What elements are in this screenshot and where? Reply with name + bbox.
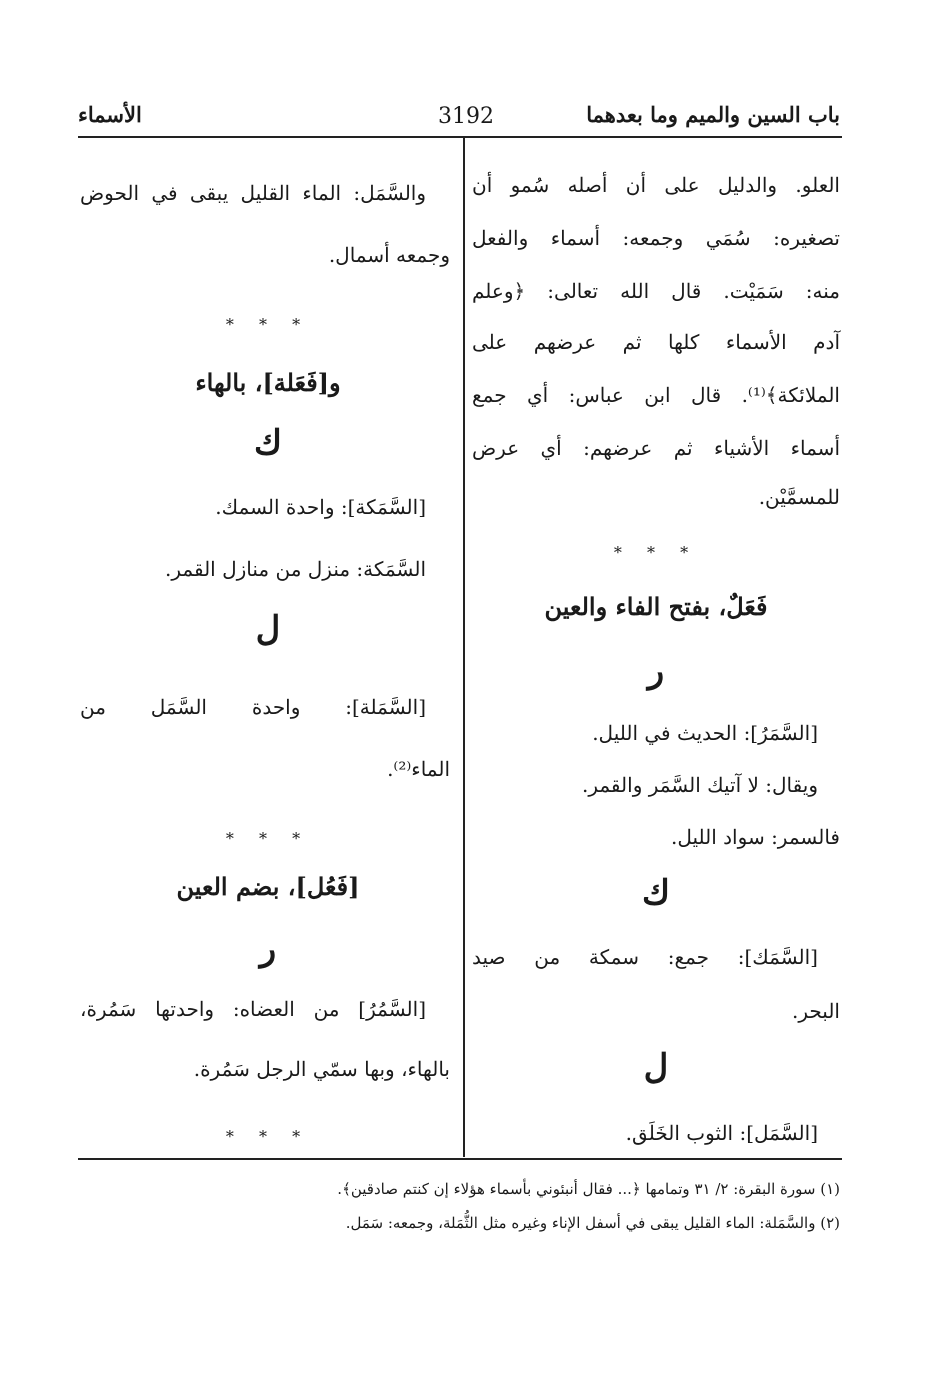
entry-line: الماء⁽²⁾. (387, 757, 450, 781)
entry-line: والسَّمَل: الماء القليل يبقى في الحوض (80, 181, 426, 205)
root-letter: ر (647, 651, 665, 691)
section-heading: و[فَعَلة]، بالهاء (195, 368, 341, 397)
entry-line: [السَّمُرُ] من العضاه: واحدتها سَمُرة، (80, 997, 426, 1021)
chapter-title: باب السين والميم وما بعدهما (586, 102, 840, 127)
root-letter: ر (259, 929, 277, 969)
root-letter: ك (641, 873, 671, 913)
section-heading: فَعَلٌ، بفتح الفاء والعين (544, 592, 768, 621)
text-line: آدم الأسماء كلها ثم عرضهم على (472, 330, 840, 354)
section-separator: * * * (225, 1127, 311, 1146)
entry-line: فالسمر: سواد الليل. (670, 825, 840, 849)
text-line: للمسمَّيْن. (758, 485, 840, 509)
page-header (78, 102, 840, 134)
entry-line: [السَّمَك]: جمع: سمكة من صيد (472, 945, 818, 969)
text-line: تصغيره: سُمَي وجمعه: أسماء والفعل (472, 226, 840, 250)
section-separator: * * * (225, 315, 311, 334)
text-line: الملائكة﴾⁽¹⁾. قال ابن عباس: أي جمع (472, 383, 840, 407)
column-divider (463, 137, 465, 1157)
text-line: العلو. والدليل على أن أصله سُمو أن (472, 173, 840, 197)
page-number: 3192 (438, 104, 494, 129)
footnote-rule (78, 1158, 842, 1160)
footnote: (١) سورة البقرة: ٢/ ٣١ وتمامها ﴿... فقال أنبئوني بأسماء هؤلاء إن كنتم صادقين﴾. (337, 1180, 840, 1198)
entry-line: [السَّمَرُ]: الحديث في الليل. (592, 721, 818, 745)
section-title: الأسماء (78, 102, 142, 127)
text-line: أسماء الأشياء ثم عرضهم: أي عرض (472, 436, 840, 460)
entry-line: بالهاء، وبها سمّي الرجل سَمُرة. (193, 1057, 450, 1081)
entry-line: [السَّمَكة]: واحدة السمك. (215, 495, 426, 519)
text-line: منه: سَمَيْت. قال الله تعالى: ﴿وعلم (472, 279, 840, 303)
footnote: (٢) والسَّمَلة: الماء القليل يبقى في أسفل الإناء وغيره مثل الثُّمَلة، وجمعه: سَمَل. (345, 1214, 840, 1232)
entry-line: [السَّمَلة]: واحدة السَّمَل من (80, 695, 426, 719)
section-separator: * * * (225, 829, 311, 848)
header-rule (78, 136, 842, 138)
section-separator: * * * (613, 543, 699, 562)
entry-line: السَّمَكة: منزل من منازل القمر. (165, 557, 426, 581)
root-letter: ل (255, 609, 281, 649)
section-heading: [فَعُل]، بضم العين (176, 872, 360, 901)
entry-line: البحر. (792, 999, 840, 1023)
entry-line: [السَّمَل]: الثوب الخَلَق. (625, 1121, 818, 1145)
entry-line: وجمعه أسمال. (328, 243, 450, 267)
root-letter: ل (643, 1047, 669, 1087)
entry-line: ويقال: لا آتيك السَّمَر والقمر. (581, 773, 818, 797)
root-letter: ك (253, 423, 283, 463)
